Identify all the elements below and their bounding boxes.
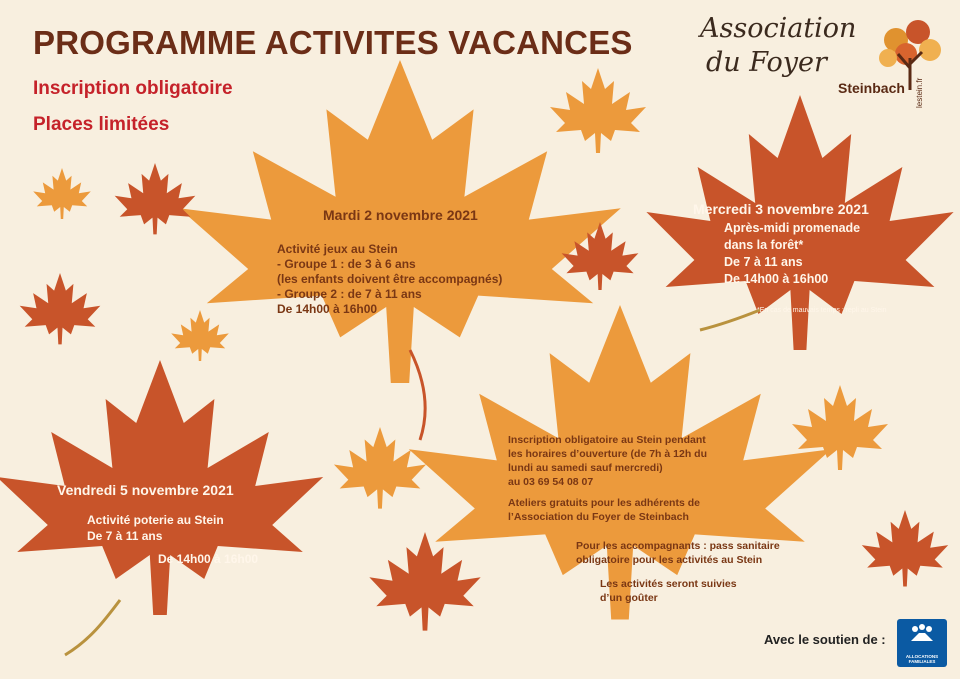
- info-health-pass: Pour les accompagnants : pass sanitaire obligatoire pour les activités au Stein: [576, 540, 780, 566]
- caf-people-icon: [897, 619, 947, 649]
- wednesday-date: Mercredi 3 novembre 2021: [693, 201, 869, 217]
- logo-line2: du Foyer: [706, 47, 827, 78]
- support-label: Avec le soutien de :: [764, 632, 886, 647]
- info-registration: Inscription obligatoire au Stein pendant les horaires d’ouverture (de 7h à 12h du lundi au samedi sauf mercredi) au 03 69 54 08 07: [508, 434, 707, 488]
- info-snack: Les activités seront suivies d’un goûter: [600, 578, 737, 604]
- association-logo: [700, 12, 856, 80]
- steinbach-label: Steinbach: [838, 80, 905, 96]
- page-title: PROGRAMME ACTIVITES VACANCES: [33, 24, 633, 61]
- caf-label: ALLOCATIONS FAMILIALES: [905, 654, 939, 664]
- friday-date: Vendredi 5 novembre 2021: [57, 482, 234, 498]
- friday-time: De 14h00 à 16h00: [158, 552, 259, 566]
- wednesday-note: *En cas de mauvais temps : repli au Stein: [757, 307, 887, 314]
- leaf-small: [115, 163, 196, 234]
- leaf-small: [171, 310, 229, 361]
- friday-activity: Activité poterie au Stein: [87, 513, 224, 527]
- leaf-small: [369, 532, 480, 631]
- wednesday-details: Après-midi promenade dans la forêt* De 7 à 11 ans De 14h00 à 16h00: [724, 221, 861, 286]
- tuesday-date: Mardi 2 novembre 2021: [323, 207, 478, 223]
- site-label: lestein.fr: [915, 77, 924, 108]
- logo-line1: Association: [700, 13, 857, 44]
- info-free-workshops: Ateliers gratuits pour les adhérents de l’Association du Foyer de Steinbach: [508, 497, 700, 523]
- subtitle-places: Places limitées: [33, 114, 170, 135]
- subtitle-registration: Inscription obligatoire: [33, 78, 233, 99]
- leaf-small: [334, 427, 426, 509]
- leaf-small: [550, 68, 646, 153]
- leaf-small: [33, 168, 91, 219]
- friday-age: De 7 à 11 ans: [87, 529, 163, 543]
- tuesday-details: Activité jeux au Stein - Groupe 1 : de 3 à 6 ans (les enfants doivent être accompagnés) - Groupe 2 : de 7 à 11 ans De 14h00 à 16h00: [277, 242, 503, 316]
- leaf-small: [862, 510, 948, 587]
- caf-logo: [897, 619, 947, 667]
- leaf-small: [20, 273, 101, 344]
